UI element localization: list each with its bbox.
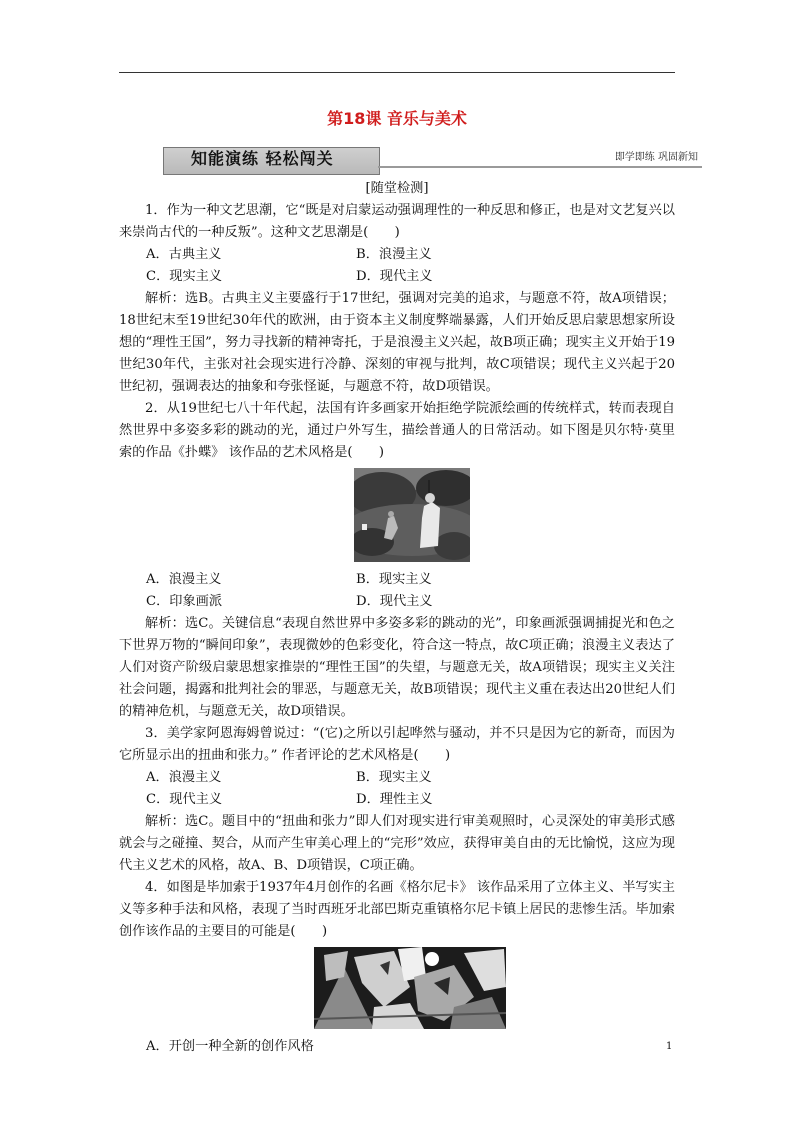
- question-1-analysis: 解析：选B。古典主义主要盛行于17世纪，强调对完美的追求，与题意不符，故A项错误；18世纪末至19世纪30年代的欧洲，由于资本主义制度弊端暴露，人们开始反思启蒙思想家所设想的“理性王国”，努力寻找新的精神寄托，于是浪漫主义兴起，故B项正确；现实主义开始于19世纪30年代，主张对社会现实进行冷静、深刻的审视与批判，故C项错误；现代主义兴起于20世纪初，强调表达的抽象和夸张怪诞，与题意不符，故D项错误。: [119, 291, 675, 394]
- question-2-options: [119, 569, 675, 613]
- option: D．现代主义: [356, 269, 433, 284]
- question-2-analysis: 解析：选C。关键信息“表现自然世界中多姿多彩的跳动的光”，印象画派强调捕捉光和色之下世界万物的“瞬间印象”，表现微妙的色彩变化，符合这一特点，故C项正确；浪漫主义表达了人们对资产阶级启蒙思想家推崇的“理性王国”的失望，与题意无关，故A项错误；现实主义关注社会问题，揭露和批判社会的罪恶，与题意无关，故B项错误；现代主义重在表达出20世纪人们的精神危机，与题意无关，故D项错误。: [119, 616, 675, 719]
- question-3-options: [119, 767, 675, 811]
- question-1-options: [119, 244, 675, 288]
- option: B．浪漫主义: [356, 247, 432, 262]
- guernica-painting-figure: [119, 947, 675, 1033]
- lesson-title: 第18课 音乐与美术: [327, 109, 467, 128]
- question-3-analysis: 解析：选C。题目中的“扭曲和张力”即人们对现实进行审美观照时，心灵深处的审美形式感就会与之碰撞、契合，从而产生审美心理上的“完形”效应，获得审美自由的无比愉悦，这应为现代主义艺术的风格，故A、B、D项错误，C项正确。: [119, 814, 675, 873]
- question-3-stem: 3．美学家阿恩海姆曾说过：“(它)之所以引起哗然与骚动，并不只是因为它的新奇，而因为它所显示出的扭曲和张力。” 作者评论的艺术风格是( ): [119, 726, 675, 763]
- document-body: [119, 178, 675, 1058]
- option: C．现代主义: [146, 792, 223, 807]
- butterfly-painting-image: [354, 468, 470, 562]
- option: B．现实主义: [356, 770, 432, 785]
- header-rule: [119, 72, 675, 73]
- butterfly-painting-figure: [119, 468, 675, 566]
- page-number: 1: [666, 1041, 673, 1052]
- banner-line: [378, 166, 702, 168]
- guernica-painting-image: [314, 947, 506, 1029]
- option: D．理性主义: [356, 792, 433, 807]
- option: C．印象画派: [146, 594, 223, 609]
- section-heading: [随堂检测]: [365, 181, 429, 196]
- banner-main-text: 知能演练 轻松闯关: [191, 149, 334, 168]
- question-2-stem: 2．从19世纪七八十年代起，法国有许多画家开始拒绝学院派绘画的传统样式，转而表现自然世界中多姿多彩的跳动的光，通过户外写生，描绘普通人的日常活动。如下图是贝尔特·莫里索的作品《扑蝶》 该作品的艺术风格是( ): [119, 401, 675, 460]
- question-4-stem: 4．如图是毕加索于1937年4月创作的名画《格尔尼卡》 该作品采用了立体主义、半写实主义等多种手法和风格，表现了当时西班牙北部巴斯克重镇格尔尼卡镇上居民的悲惨生活。毕加索创作该作品的主要目的可能是( ): [119, 880, 675, 939]
- option: C．现实主义: [146, 269, 223, 284]
- option: D．现代主义: [356, 594, 433, 609]
- option: A．浪漫主义: [146, 770, 222, 785]
- option: A．古典主义: [146, 247, 222, 262]
- banner-sub-text: 即学即练 巩固新知: [614, 152, 698, 163]
- option: A．开创一种全新的创作风格: [146, 1039, 314, 1054]
- section-banner: [157, 142, 702, 174]
- option: A．浪漫主义: [146, 572, 222, 587]
- option: B．现实主义: [356, 572, 432, 587]
- question-4-options: [119, 1036, 675, 1058]
- question-1-stem: 1．作为一种文艺思潮，它“既是对启蒙运动强调理性的一种反思和修正，也是对文艺复兴以来崇尚古代的一种反叛”。这种文艺思潮是( ): [119, 203, 675, 240]
